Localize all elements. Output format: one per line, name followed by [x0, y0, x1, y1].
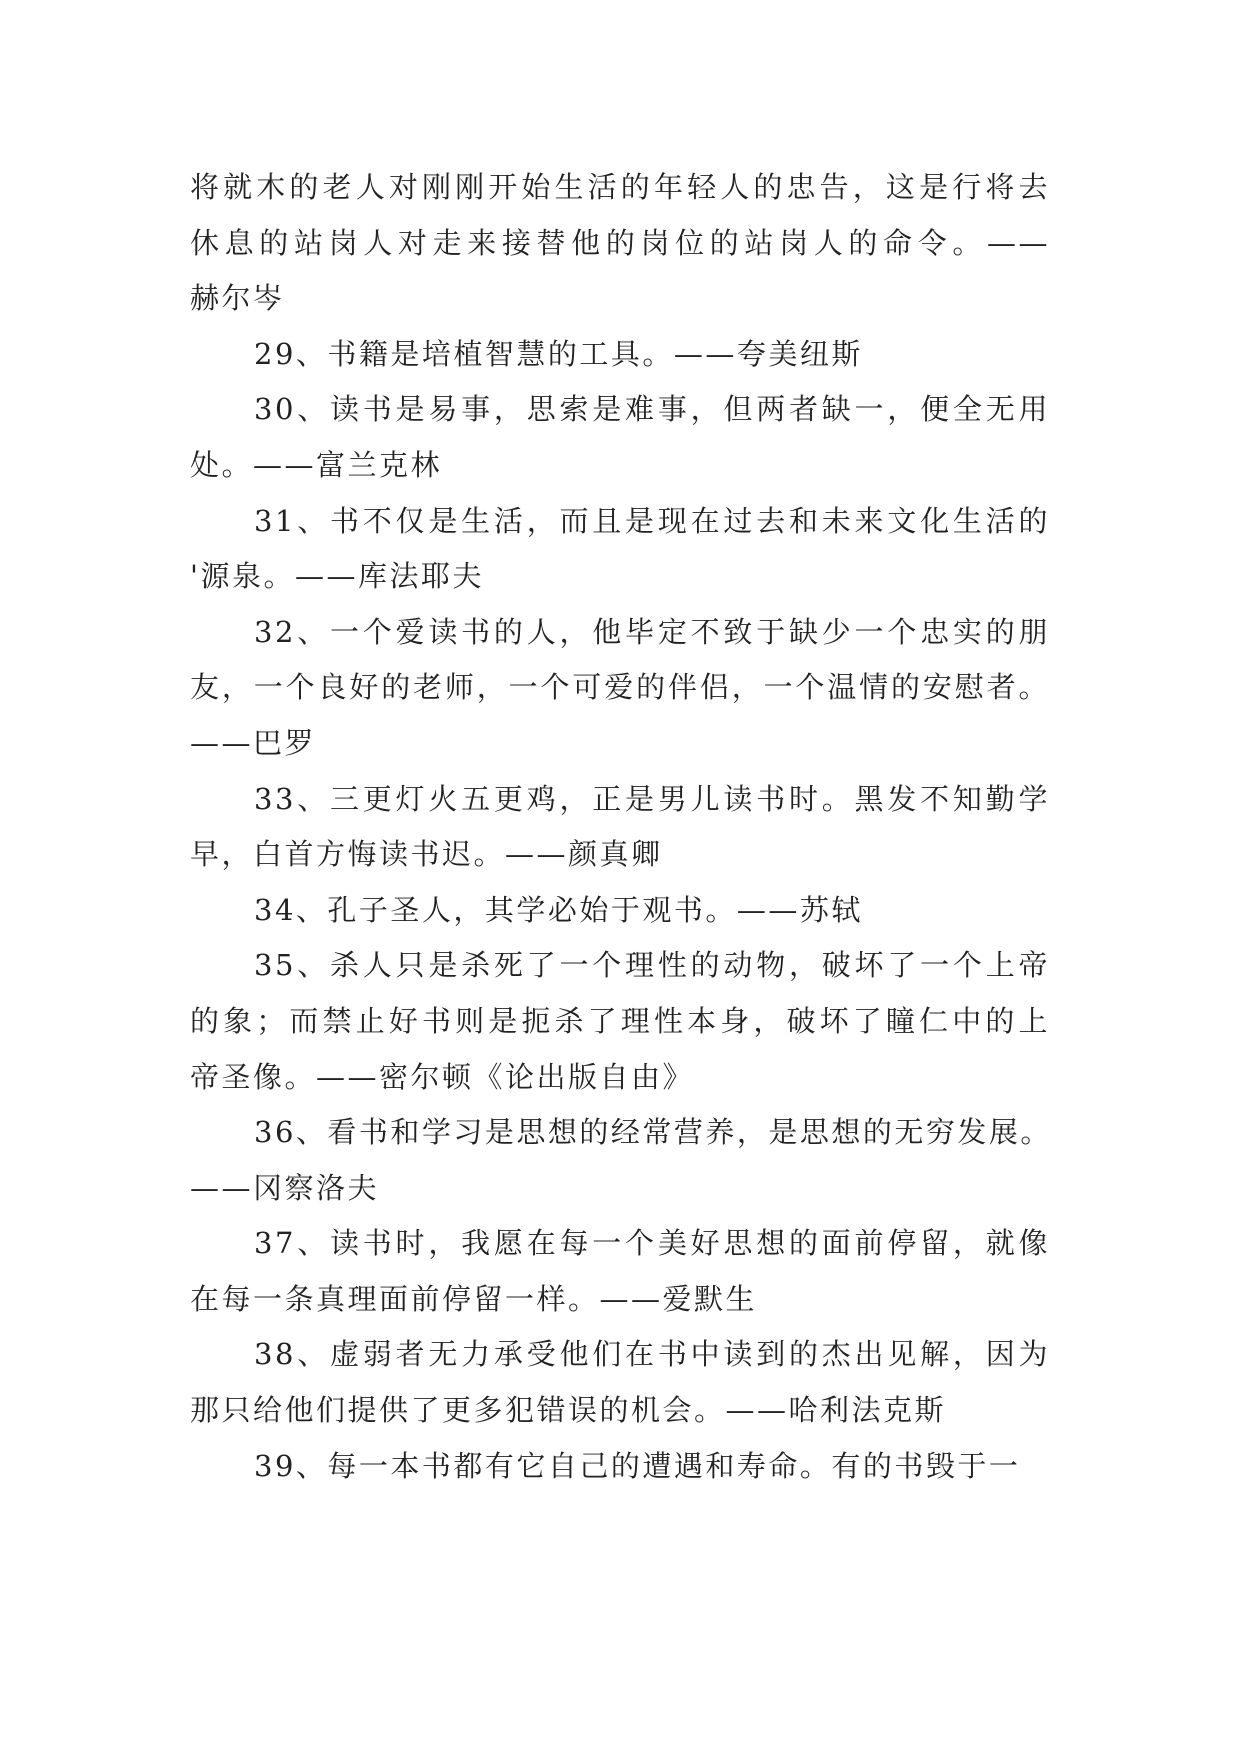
quote-paragraph	[190, 1327, 1050, 1438]
quote-paragraph	[190, 1216, 1050, 1327]
text-line: 那只给他们提供了更多犯错误的机会。——哈利法克斯	[190, 1393, 947, 1428]
text-line: 37、读书时，我愿在每一个美好思想的面前停留，就像	[254, 1226, 1050, 1261]
text-line: 29、书籍是培植智慧的工具。——夸美纽斯	[254, 336, 863, 371]
quote-paragraph	[190, 605, 1050, 772]
text-line: 在每一条真理面前停留一样。——爱默生	[190, 1281, 758, 1316]
text-line: 38、虚弱者无力承受他们在书中读到的杰出见解，因为	[254, 1337, 1050, 1372]
quote-paragraph	[190, 938, 1050, 1105]
quote-paragraph	[190, 382, 1050, 493]
text-line: ——巴罗	[190, 725, 317, 760]
quote-paragraph	[190, 883, 1050, 939]
text-line: 休息的站岗人对走来接替他的岗位的站岗人的命令。——	[190, 225, 1050, 260]
text-line: 31、书不仅是生活，而且是现在过去和未来文化生活的	[254, 503, 1050, 538]
text-line: 将就木的老人对刚刚开始生活的年轻人的忠告，这是行将去	[190, 170, 1050, 204]
text-line: 34、孔子圣人，其学必始于观书。——苏轼	[254, 892, 863, 927]
text-line: ——冈察洛夫	[190, 1170, 380, 1205]
text-line: 36、看书和学习是思想的经常营养，是思想的无穷发展。	[254, 1115, 1052, 1150]
text-line: 33、三更灯火五更鸡，正是男儿读书时。黑发不知勤学	[254, 781, 1050, 816]
text-line: 30、读书是易事，思索是难事，但两者缺一，便全无用	[254, 392, 1050, 427]
text-line: 友，一个良好的老师，一个可爱的伴侣，一个温情的安慰者。	[190, 670, 1050, 705]
text-line: 32、一个爱读书的人，他毕定不致于缺少一个忠实的朋	[254, 614, 1050, 649]
quote-paragraph	[190, 772, 1050, 883]
quote-paragraph	[190, 327, 1050, 383]
text-line: 早，白首方悔读书迟。——颜真卿	[190, 837, 663, 872]
continued-paragraph	[190, 160, 1050, 327]
text-line: 帝圣像。——密尔顿《论出版自由》	[190, 1059, 695, 1094]
text-line: 35、杀人只是杀死了一个理性的动物，破坏了一个上帝	[254, 948, 1050, 983]
text-line: '源泉。——库法耶夫	[190, 559, 484, 594]
quote-paragraph	[190, 1105, 1050, 1216]
quote-paragraph	[190, 494, 1050, 605]
quote-paragraph	[190, 1439, 1050, 1495]
text-line: 处。——富兰克林	[190, 447, 443, 482]
text-line: 的象；而禁止好书则是扼杀了理性本身，破坏了瞳仁中的上	[190, 1003, 1050, 1038]
text-line: 赫尔岑	[190, 281, 285, 316]
text-line: 39、每一本书都有它自己的遭遇和寿命。有的书毁于一	[254, 1448, 1021, 1483]
body-text	[190, 160, 1050, 1494]
